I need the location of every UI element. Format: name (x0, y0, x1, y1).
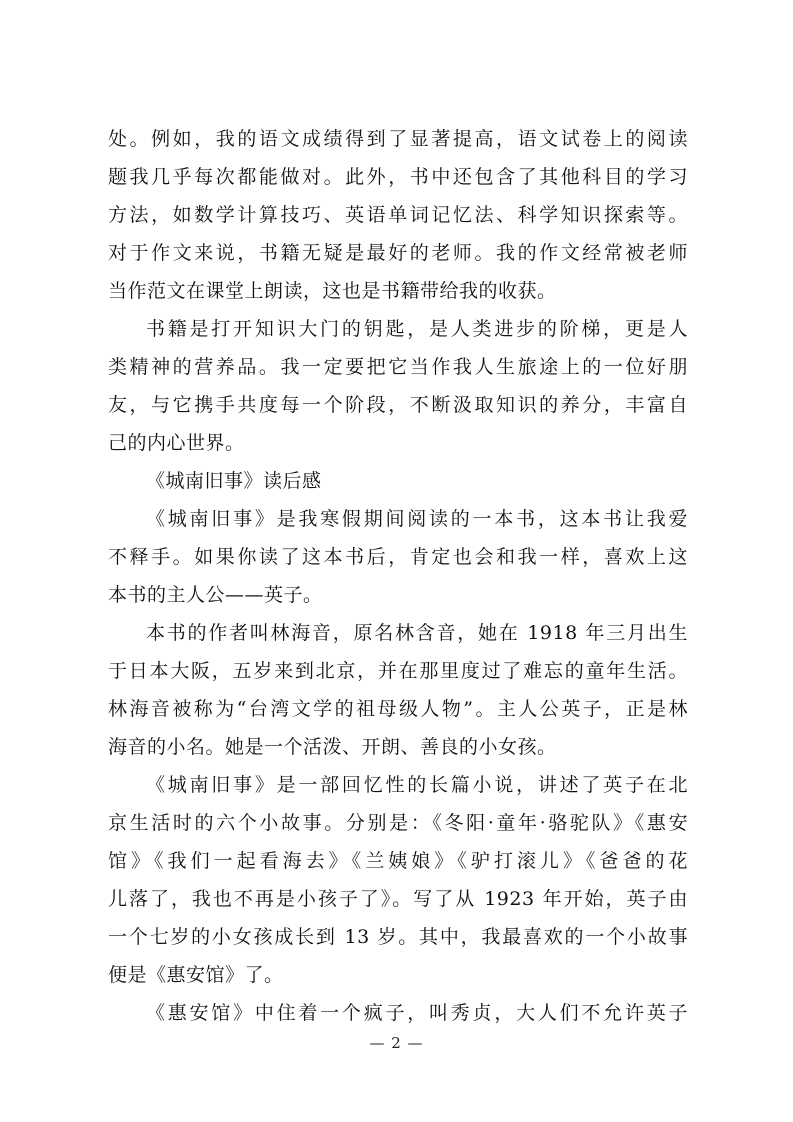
text-line: 处。例如，我的语文成绩得到了显著提高，语文试卷上的阅读 (108, 128, 688, 150)
text-line: 《城南旧事》是一部回忆性的长篇小说，讲述了英子在北 (146, 774, 688, 796)
text-line: 馆》《我们一起看海去》《兰姨娘》《驴打滚儿》《爸爸的花 (108, 850, 688, 872)
text-line: 方法，如数学计算技巧、英语单词记忆法、科学知识探索等。 (108, 204, 688, 226)
text-line: 当作范文在课堂上朗读，这也是书籍带给我的收获。 (108, 280, 557, 302)
text-line: 《城南旧事》读后感 (146, 470, 322, 492)
text-line: 林海音被称为“台湾文学的祖母级人物”。主人公英子，正是林 (108, 698, 688, 720)
text-line: 于日本大阪，五岁来到北京，并在那里度过了难忘的童年生活。 (108, 660, 688, 682)
text-line: 《城南旧事》是我寒假期间阅读的一本书，这本书让我爱 (146, 508, 688, 530)
text-line: 儿落了，我也不再是小孩子了》。写了从 1923 年开始，英子由 (108, 888, 688, 910)
text-line: 京生活时的六个小故事。分别是：《冬阳·童年·骆驼队》《惠安 (108, 812, 688, 834)
text-line: 对于作文来说，书籍无疑是最好的老师。我的作文经常被老师 (108, 242, 688, 264)
page-number: — 2 — (369, 1034, 424, 1052)
text-line: 友，与它携手共度每一个阶段，不断汲取知识的养分，丰富自 (108, 394, 688, 416)
text-line: 书籍是打开知识大门的钥匙，是人类进步的阶梯，更是人 (146, 318, 688, 340)
body-text (108, 120, 688, 1032)
text-line: 不释手。如果你读了这本书后，肯定也会和我一样，喜欢上这 (108, 546, 688, 568)
text-line: 海音的小名。她是一个活泼、开朗、善良的小女孩。 (108, 736, 557, 758)
text-line: 本书的作者叫林海音，原名林含音，她在 1918 年三月出生 (146, 622, 688, 644)
text-line: 本书的主人公——英子。 (108, 584, 323, 606)
text-line: 一个七岁的小女孩成长到 13 岁。其中，我最喜欢的一个小故事 (108, 926, 688, 948)
text-line: 《惠安馆》中住着一个疯子，叫秀贞，大人们不允许英子 (146, 1002, 688, 1024)
text-line: 类精神的营养品。我一定要把它当作我人生旅途上的一位好朋 (108, 356, 688, 378)
text-line: 题我几乎每次都能做对。此外，书中还包含了其他科目的学习 (108, 166, 688, 188)
text-line: 便是《惠安馆》了。 (108, 964, 284, 986)
text-line: 己的内心世界。 (108, 432, 245, 454)
